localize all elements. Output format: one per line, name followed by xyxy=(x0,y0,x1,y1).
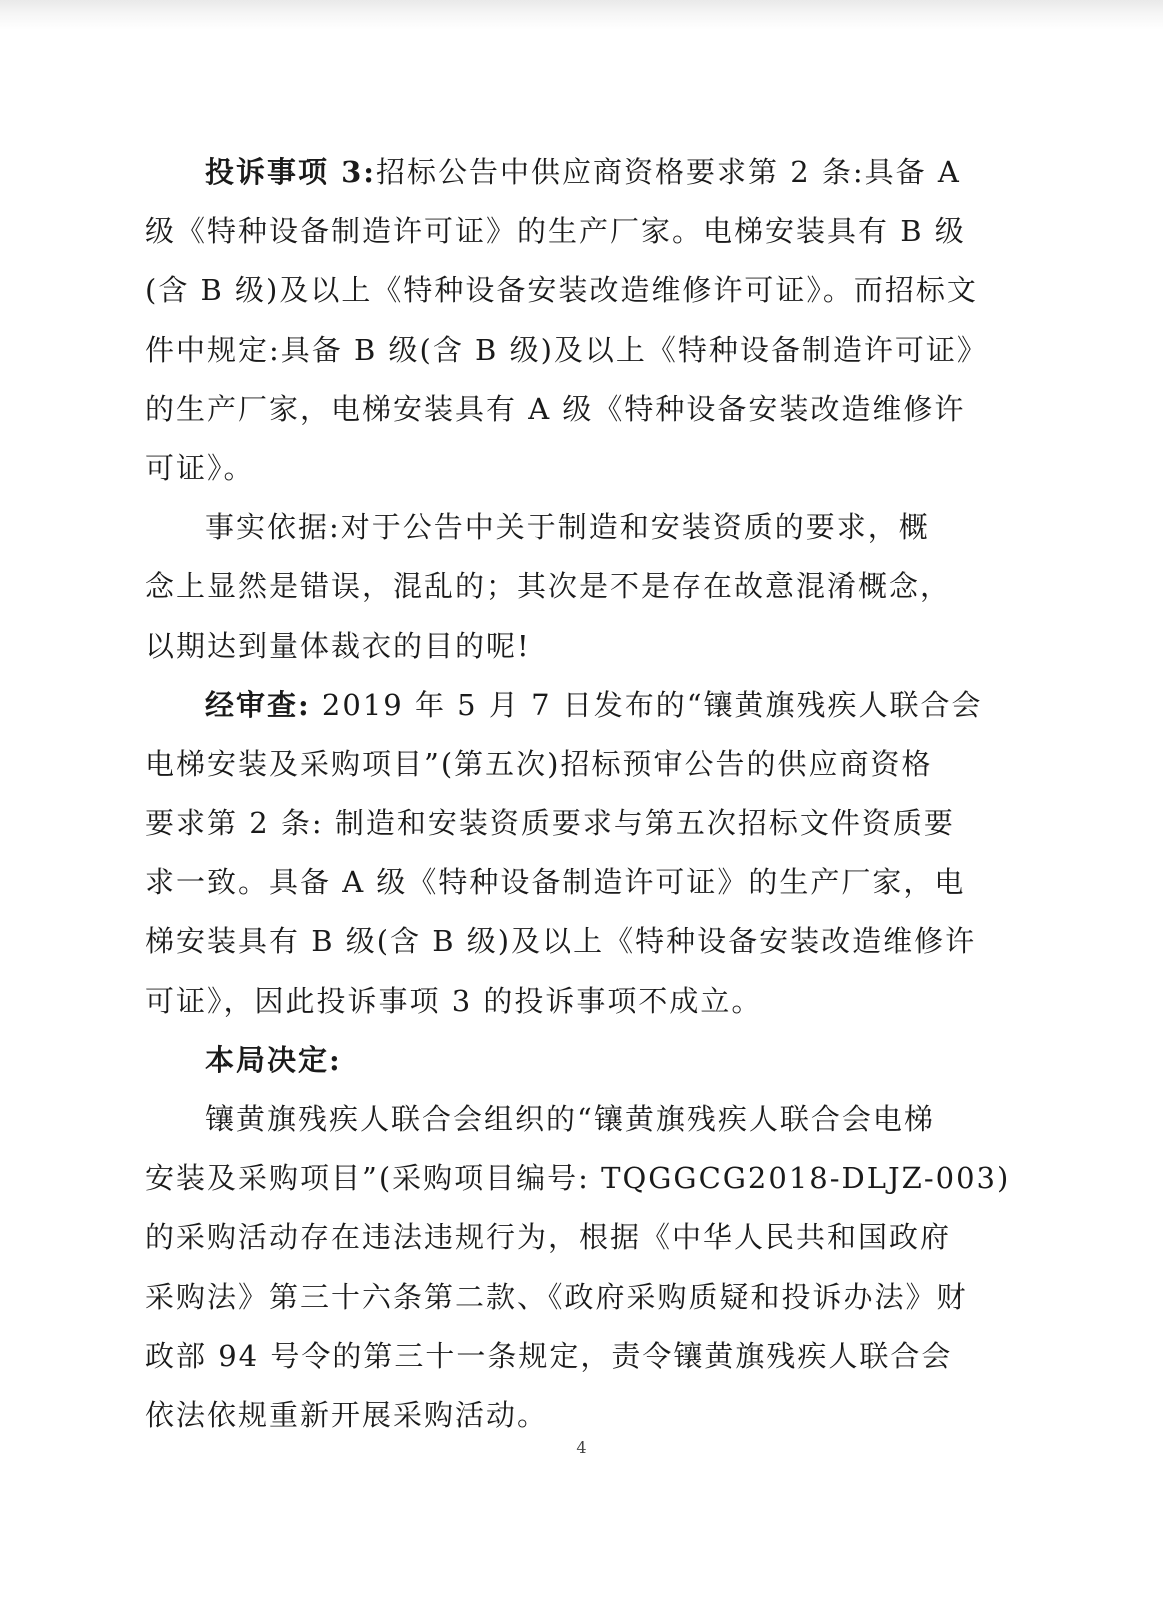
page-number: 4 xyxy=(576,1438,587,1457)
text-line: 镶黄旗残疾人联合会组织的“镶黄旗残疾人联合会电梯 xyxy=(205,1102,935,1136)
text-line: 求一致。具备 A 级《特种设备制造许可证》的生产厂家，电 xyxy=(145,865,966,900)
decision-text xyxy=(145,1090,1011,1445)
text-line: 经审查: 2019 年 5 月 7 日发布的“镶黄旗残疾人联合会 xyxy=(205,687,983,722)
text-line: 依法依规重新开展采购活动。 xyxy=(145,1397,549,1432)
text-line: 安装及采购项目”(采购项目编号: TQGGCG2018-DLJZ-003) xyxy=(145,1161,1011,1196)
text-line: 的采购活动存在违法违规行为，根据《中华人民共和国政府 xyxy=(145,1220,952,1255)
text-line: 政部 94 号令的第三十一条规定，责令镶黄旗残疾人联合会 xyxy=(145,1338,953,1373)
fact-basis xyxy=(145,498,952,676)
decision-heading: 本局决定: xyxy=(205,1042,342,1077)
review-label: 经审查: xyxy=(205,687,311,722)
text-line: 电梯安装及采购项目”(第五次)招标预审公告的供应商资格 xyxy=(145,746,933,781)
text-line: (含 B 级)及以上《特种设备安装改造维修许可证》。而招标文 xyxy=(145,273,978,308)
text-line: 以期达到量体裁衣的目的呢! xyxy=(145,628,531,663)
text-line: 级《特种设备制造许可证》的生产厂家。电梯安装具有 B 级 xyxy=(145,214,966,249)
text-line: 可证》，因此投诉事项 3 的投诉事项不成立。 xyxy=(145,983,763,1018)
text-line: 可证》。 xyxy=(145,450,255,485)
text-line: 件中规定:具备 B 级(含 B 级)及以上《特种设备制造许可证》 xyxy=(145,332,988,367)
text-line: 采购法》第三十六条第二款、《政府采购质疑和投诉办法》财 xyxy=(145,1279,968,1314)
text-line: 的生产厂家，电梯安装具有 A 级《特种设备安装改造维修许 xyxy=(145,391,966,426)
text-line: 事实依据:对于公告中关于制造和安装资质的要求，概 xyxy=(205,510,930,545)
review-finding xyxy=(145,676,983,1031)
complaint-item-3-label: 投诉事项 3: xyxy=(205,155,376,189)
text-line: 要求第 2 条: 制造和安装资质要求与第五次招标文件资质要 xyxy=(145,806,955,841)
text-line: 投诉事项 3:招标公告中供应商资格要求第 2 条:具备 A xyxy=(205,155,961,189)
text-line: 梯安装具有 B 级(含 B 级)及以上《特种设备安装改造维修许 xyxy=(145,924,977,959)
complaint-item-3 xyxy=(145,143,988,498)
document-body xyxy=(145,143,1011,1445)
text-line: 念上显然是错误，混乱的；其次是不是存在故意混淆概念， xyxy=(145,569,952,604)
